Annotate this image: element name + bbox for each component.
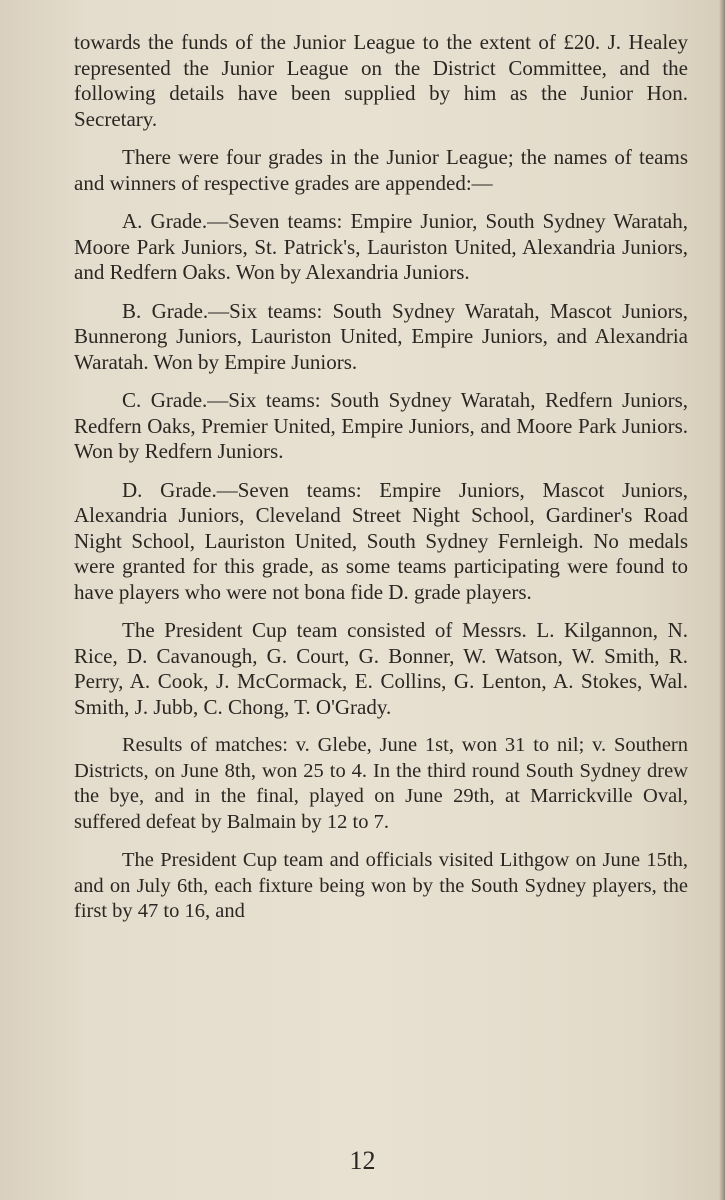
paragraph-grades-intro: There were four grades in the Junior League; the names of teams and winners of respective grades are appended:—	[74, 145, 688, 195]
page-number: 12	[349, 1146, 376, 1175]
paragraph-d-grade: D. Grade.—Seven teams: Empire Juniors, Mascot Juniors, Alexandria Juniors, Cleveland Street Night School, Gardiner's Road Night School, Lauriston United, South Sydney Fernleigh. No medals were granted for this grade, as some teams participating were found to have players who were not bona fide D. grade players.	[74, 477, 688, 604]
paragraph-match-results: Results of matches: v. Glebe, June 1st, won 31 to nil; v. Southern Districts, on June 8th, won 25 to 4. In the third round South Sydney drew the bye, and in the final, played on June 29th, at Marrickville Oval, suffered defeat by Balmain by 12 to 7.	[74, 734, 688, 833]
paragraph-c-grade: C. Grade.—Six teams: South Sydney Waratah, Redfern Juniors, Redfern Oaks, Premier United, Empire Juniors, and Moore Park Juniors. Won by Redfern Juniors.	[74, 388, 688, 463]
paragraph-lithgow-visit: The President Cup team and officials visited Lithgow on June 15th, and on July 6th, each fixture being won by the South Sydney players, the first by 47 to 16, and	[74, 849, 688, 922]
paragraph-a-grade: A. Grade.—Seven teams: Empire Junior, South Sydney Waratah, Moore Park Juniors, St. Patrick's, Lauriston United, Alexandria Juniors, and Redfern Oaks. Won by Alexandria Juniors.	[74, 209, 688, 284]
paragraph-b-grade: B. Grade.—Six teams: South Sydney Waratah, Mascot Juniors, Bunnerong Juniors, Lauriston United, Empire Juniors, and Alexandria Waratah. Won by Empire Juniors.	[74, 298, 688, 374]
paragraph-junior-league-funds: towards the funds of the Junior League to the extent of £20. J. Healey represented the Junior League on the District Committee, and the following details have been supplied by him as the Junior Hon. Secretary.	[74, 30, 688, 131]
paragraph-president-cup-team: The President Cup team consisted of Messrs. L. Kilgannon, N. Rice, D. Cavanough, G. Court, G. Bonner, W. Watson, W. Smith, R. Perry, A. Cook, J. McCormack, E. Collins, G. Lenton, A. Stokes, Wal. Smith, J. Jubb, C. Chong, T. O'Grady.	[74, 618, 688, 719]
page-body	[74, 30, 688, 938]
